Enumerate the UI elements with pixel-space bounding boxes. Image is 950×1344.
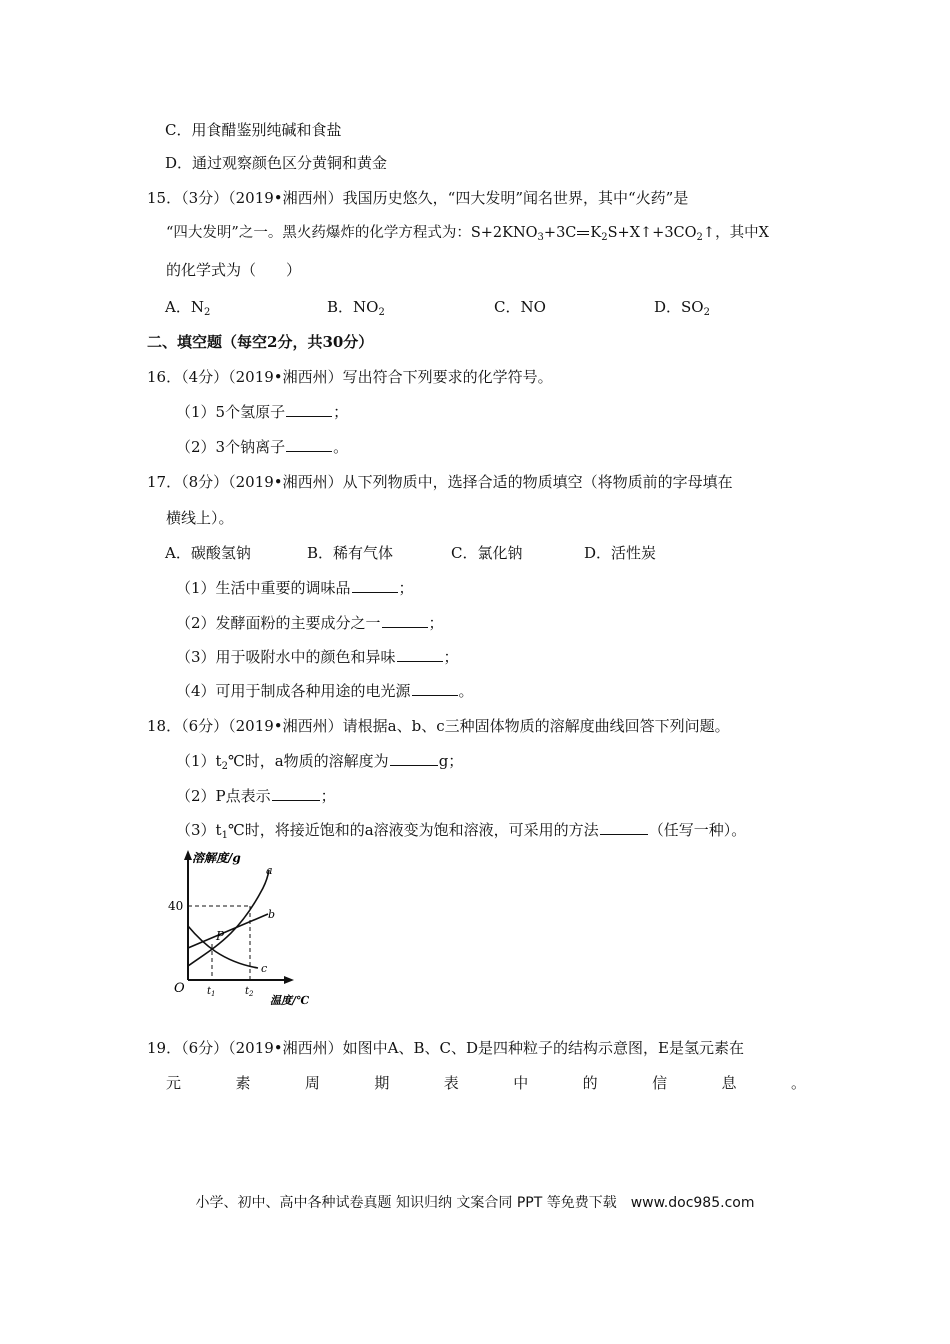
q15-option-c: C．NO bbox=[494, 298, 546, 316]
origin-label: O bbox=[174, 981, 185, 996]
q18-sub1: $(1)t_2℃$时，a物质的溶解度为 g； bbox=[176, 752, 464, 772]
spread-char: 。 bbox=[790, 1074, 806, 1092]
q17-option-d: D．活性炭 bbox=[584, 544, 657, 562]
answer-blank[interactable] bbox=[412, 681, 458, 696]
q15-stem-end: 的化学式为（ ） bbox=[166, 261, 302, 279]
spread-char: 息 bbox=[721, 1074, 737, 1092]
q17-option-b: B．稀有气体 bbox=[307, 544, 394, 562]
point-p-label: P bbox=[216, 929, 225, 943]
answer-blank[interactable] bbox=[272, 786, 320, 801]
y-axis-label: 溶解度/g bbox=[192, 851, 241, 865]
answer-blank[interactable] bbox=[286, 402, 332, 417]
q15-option-b: B．$NO_2$ bbox=[327, 298, 385, 318]
section-heading: 二、填空题（每空2分，共30分） bbox=[147, 333, 374, 351]
curve-c-label: c bbox=[261, 962, 268, 975]
spread-char: 信 bbox=[652, 1074, 668, 1092]
spread-char: 表 bbox=[443, 1074, 459, 1092]
answer-blank[interactable] bbox=[600, 820, 648, 835]
q18-stem: 18．（6分）（2019•湘西州）请根据a、b、c三种固体物质的溶解度曲线回答下列问题。 bbox=[147, 717, 730, 735]
spread-char: 期 bbox=[374, 1074, 390, 1092]
spread-char: 素 bbox=[235, 1074, 251, 1092]
q15-option-a: A．$N_2$ bbox=[165, 298, 211, 318]
q16-sub2: （2）3个钠离子 。 bbox=[176, 438, 349, 456]
answer-blank[interactable] bbox=[397, 647, 443, 662]
answer-blank[interactable] bbox=[382, 613, 428, 628]
curve-b bbox=[188, 914, 268, 948]
q17-stem: 17．（8分）（2019•湘西州）从下列物质中，选择合适的物质填空（将物质前的字母填在 bbox=[147, 473, 733, 491]
solubility-curve-figure bbox=[168, 848, 328, 1008]
q17-stem-end: 横线上）。 bbox=[166, 509, 234, 527]
page-footer: 小学、初中、高中各种试卷真题 知识归纳 文案合同 PPT 等免费下载 www.doc985.com bbox=[195, 1195, 755, 1211]
spread-char: 元 bbox=[166, 1074, 182, 1092]
equals-sign bbox=[577, 231, 589, 235]
tick-t1: $t_1$ bbox=[207, 986, 216, 998]
tick-t2: $t_2$ bbox=[245, 986, 254, 998]
q17-option-c: C．氯化钠 bbox=[451, 544, 523, 562]
answer-blank[interactable] bbox=[286, 437, 332, 452]
answer-blank[interactable] bbox=[390, 751, 438, 766]
q19-stem-spread-line bbox=[166, 1073, 806, 1093]
q14-option-c: C．用食醋鉴别纯碱和食盐 bbox=[165, 121, 342, 139]
q18-sub3: $(3)t_1℃$时，将接近饱和的a溶液变为饱和溶液，可采用的方法 （任写一种）。 bbox=[176, 821, 747, 841]
answer-blank[interactable] bbox=[352, 578, 398, 593]
q17-option-a: A．碳酸氢钠 bbox=[165, 544, 251, 562]
x-axis-arrow bbox=[284, 976, 294, 984]
q17-sub2: （2）发酵面粉的主要成分之一 ； bbox=[176, 614, 444, 632]
y-axis-arrow bbox=[184, 850, 192, 860]
q15-equation-line: “四大发明”之一。黑火药爆炸的化学方程式为：$S+2KNO_3+3C$ $K_2S+X↑+3CO_2↑$，其中X bbox=[166, 225, 769, 243]
curve-b-label: b bbox=[268, 908, 276, 921]
q17-sub1: （1）生活中重要的调味品 ； bbox=[176, 579, 414, 597]
q16-sub1: （1）5个氢原子 ； bbox=[176, 403, 349, 421]
q19-stem: 19．（6分）（2019•湘西州）如图中A、B、C、D是四种粒子的结构示意图，E是氢元素在 bbox=[147, 1039, 744, 1057]
q15-option-d: D．$SO_2$ bbox=[654, 298, 710, 318]
spread-char: 的 bbox=[582, 1074, 598, 1092]
q16-stem: 16．（4分）（2019•湘西州）写出符合下列要求的化学符号。 bbox=[147, 368, 553, 386]
curve-a-label: a bbox=[266, 864, 273, 877]
spread-char: 中 bbox=[513, 1074, 529, 1092]
tick-40: 40 bbox=[168, 899, 184, 913]
q14-option-d: D．通过观察颜色区分黄铜和黄金 bbox=[165, 154, 388, 172]
q15-stem: 15．（3分）（2019•湘西州）我国历史悠久，“四大发明”闻名世界，其中“火药”是 bbox=[147, 189, 689, 207]
q17-sub4: （4）可用于制成各种用途的电光源 。 bbox=[176, 682, 474, 700]
q17-sub3: （3）用于吸附水中的颜色和异味 ； bbox=[176, 648, 459, 666]
spread-char: 周 bbox=[304, 1074, 320, 1092]
x-axis-label: 温度/℃ bbox=[270, 994, 310, 1007]
q18-sub2: （2）P点表示 ； bbox=[176, 787, 336, 805]
